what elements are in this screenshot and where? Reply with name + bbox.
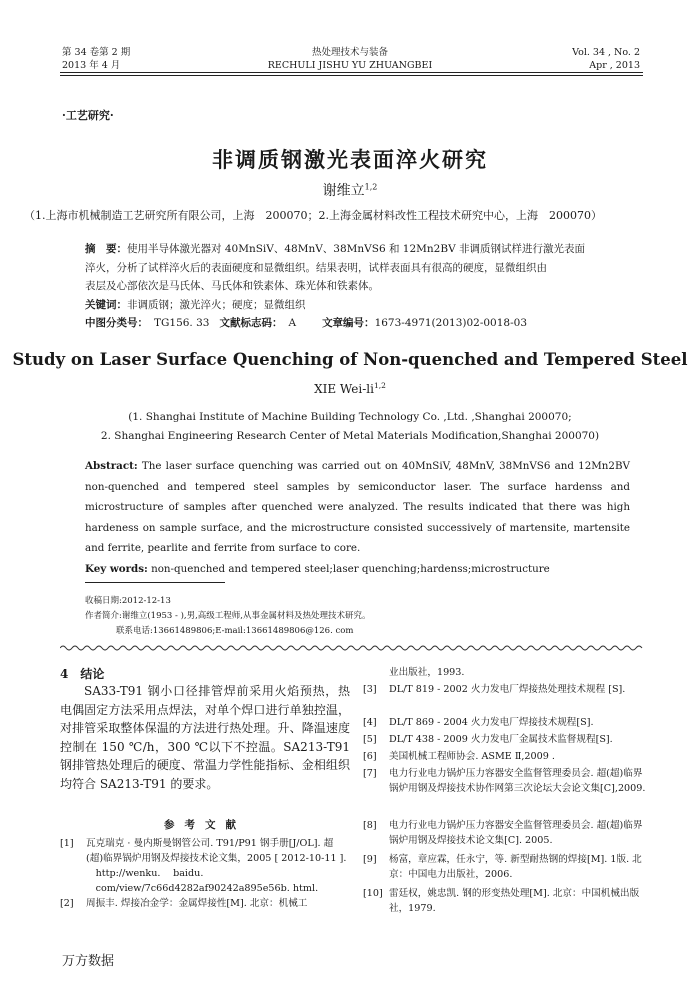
reference-text: 电力行业电力锅炉压力容器安全监督管理委员会. 超(超)临界锅炉用钢及焊接技术论文集[C]. 2005. <box>389 820 643 846</box>
journal-name-pinyin: RECHULI JISHU YU ZHUANGBEI <box>267 60 433 71</box>
references-heading: 参考文献 <box>164 819 246 831</box>
reference-text: 雷廷权，姚忠凯. 钢的形变热处理[M]. 北京：中国机械出版社，1979. <box>389 888 640 914</box>
author-zh <box>0 180 700 200</box>
keywords-zh-label: 关键词： <box>85 298 127 311</box>
footnote-received <box>85 595 171 608</box>
affiliation-en-2: 2. Shanghai Engineering Research Center of Metal Materials Modification,Shanghai 200070) <box>100 430 600 442</box>
reference-number: [3] <box>363 684 377 695</box>
reference-text: DL/T 438 - 2009 火力发电厂金属技术监督规程[S]. <box>389 734 613 745</box>
volume-issue: 第 34 卷第 2 期 <box>62 47 131 58</box>
reference-number: [1] <box>60 838 74 849</box>
reference-text: DL/T 819 - 2002 火力发电厂焊接热处理技术规程 [S]. <box>389 684 626 695</box>
paper-title-zh: 非调质钢激光表面淬火研究 <box>212 147 488 172</box>
paper-title-en: Study on Laser Surface Quenching of Non-quenched and Tempered Steel <box>12 350 688 369</box>
conclusion-paragraph: SA33-T91 钢小口径排管焊前采用火焰预热，热电偶固定方法采用点焊法，对单个焊口进行单独控温，对排管采取整体保温的方法进行热处理。升、降温速度控制在 150 ℃/h，300 ℃以下不控温。SA213-T91 钢排管热处理后的硬度、常温力学性能指标、金相组织均符合 SA213-T91 的要求。 <box>60 684 350 791</box>
author-name-zh: 谢维立 <box>322 183 365 199</box>
contact-info: 联系电话:13661489806;E-mail:13661489806@126. com <box>116 626 354 636</box>
keywords-zh <box>85 296 630 315</box>
keywords-en-label: Key words: <box>85 562 148 575</box>
reference-text: DL/T 869 - 2004 火力发电厂焊接技术规程[S]. <box>389 717 594 728</box>
reference-text: 周振丰. 焊接冶金学：金属焊接性[M]. 北京：机械工 <box>86 898 308 909</box>
reference-item <box>60 896 350 912</box>
journal-volume-en <box>520 46 640 72</box>
author-name-en: XIE Wei-li <box>314 382 374 396</box>
author-affil-sup-zh: 1,2 <box>364 182 378 192</box>
footnote-rule <box>85 582 225 583</box>
abstract-en-label: Abstract: <box>85 460 138 472</box>
reference-text: 瓦克瑞克 · 曼内斯曼钢管公司. T91/P91 钢手册[J/OL]. 超(超)临界锅炉用钢及焊接技术论文集，2005 [ 2012-10-11 ]. http://wenku. baidu. com/view/7c66d4282af90242a895e56b. html. <box>86 838 347 894</box>
reference-number: [4] <box>363 717 377 728</box>
reference-number: [8] <box>363 820 377 831</box>
classification-line <box>85 314 630 333</box>
wavy-divider <box>60 644 643 652</box>
article-no-value: 1673-4971(2013)02-0018-03 <box>374 317 528 329</box>
abstract-zh-label: 摘 要： <box>85 243 127 255</box>
reference-number: [9] <box>363 854 377 865</box>
abstract-zh-line: 使用半导体激光器对 40MnSiV、48MnV、38MnVS6 和 12Mn2BV 非调质钢试样进行激光表面 <box>127 243 585 255</box>
reference-text: 电力行业电力锅炉压力容器安全监督管理委员会. 超(超)临界锅炉用钢及焊接技术协作网第三次论坛大会论文集[C],2009. <box>389 768 646 794</box>
author-affil-sup-en: 1,2 <box>373 381 386 390</box>
keywords-en-text: non-quenched and tempered steel;laser quenching;hardenss;microstructure <box>151 562 550 575</box>
reference-text: 杨富，章应霖，任永宁，等. 新型耐热钢的焊接[M]. 1版. 北京：中国电力出版社，2006. <box>389 854 642 880</box>
issue-date: 2013 年 4 月 <box>62 60 121 71</box>
issue-date-en: Apr , 2013 <box>589 60 640 71</box>
reference-text: 美国机械工程师协会. ASME Ⅱ,2009 . <box>389 751 555 762</box>
header-rule <box>60 72 643 73</box>
reference-number: [6] <box>363 751 377 762</box>
reference-number: [7] <box>363 768 377 779</box>
journal-volume-info <box>62 46 130 72</box>
clc-value: TG156. 33 <box>154 317 210 329</box>
reference-number: [2] <box>60 898 74 909</box>
journal-name-zh: 热处理技术与装备 <box>311 47 388 58</box>
footnote-author <box>85 610 371 623</box>
section-heading: 4 结论 <box>60 667 105 681</box>
abstract-zh <box>85 240 630 333</box>
reference-item <box>60 836 350 896</box>
footnote-contact <box>116 625 353 638</box>
author-intro: 作者简介:谢维立(1953 - ),男,高级工程师,从事金属材料及热处理技术研究。 <box>85 611 371 621</box>
affiliation-en-1: (1. Shanghai Institute of Machine Building Technology Co. ,Ltd. ,Shanghai 200070; <box>128 411 572 423</box>
reference-number: [5] <box>363 734 377 745</box>
doc-code-label: 文献标志码： <box>219 317 283 329</box>
keywords-zh-text: 非调质钢；激光淬火；硬度；显微组织 <box>127 298 306 311</box>
reference-number: [10] <box>363 888 383 899</box>
abstract-en <box>85 456 630 579</box>
watermark-text: 万方数据 <box>62 954 115 969</box>
volume-issue-en: Vol. 34 , No. 2 <box>572 47 640 58</box>
column-label: ·工艺研究· <box>62 109 114 122</box>
clc-label: 中图分类号： <box>85 317 148 329</box>
abstract-zh-line: 表层及心部依次是马氏体、马氏体和铁素体、珠光体和铁素体。 <box>85 280 379 292</box>
author-en <box>0 381 700 396</box>
header-rule-thin <box>60 75 643 76</box>
abstract-zh-line: 淬火，分析了试样淬火后的表面硬度和显微组织。结果表明，试样表面具有很高的硬度，显微组织由 <box>85 261 547 274</box>
article-no-label: 文章编号： <box>322 317 375 329</box>
received-date: 收稿日期:2012-12-13 <box>85 596 171 606</box>
journal-title <box>200 46 500 72</box>
conclusion-body <box>60 682 350 793</box>
abstract-en-text: The laser surface quenching was carried out on 40MnSiV, 48MnV, 38MnVS6 and 12Mn2BV non-quenched and tempered steel samples by semiconductor laser. The surface hardenss and microstructure of samples after quenched were analyzed. The results indicated that there was high hardeness on sample surface, and the microstructure consisted successively of martensite, martensite and ferrite, pearlite and ferrite from surface to core. <box>85 460 630 554</box>
reference-text: 业出版社，1993. <box>389 667 465 678</box>
affiliation-zh: （1.上海市机械制造工艺研究所有限公司，上海 200070；2.上海金属材料改性工程技术研究中心，上海 200070） <box>24 209 602 222</box>
doc-code-value: A <box>288 317 297 329</box>
